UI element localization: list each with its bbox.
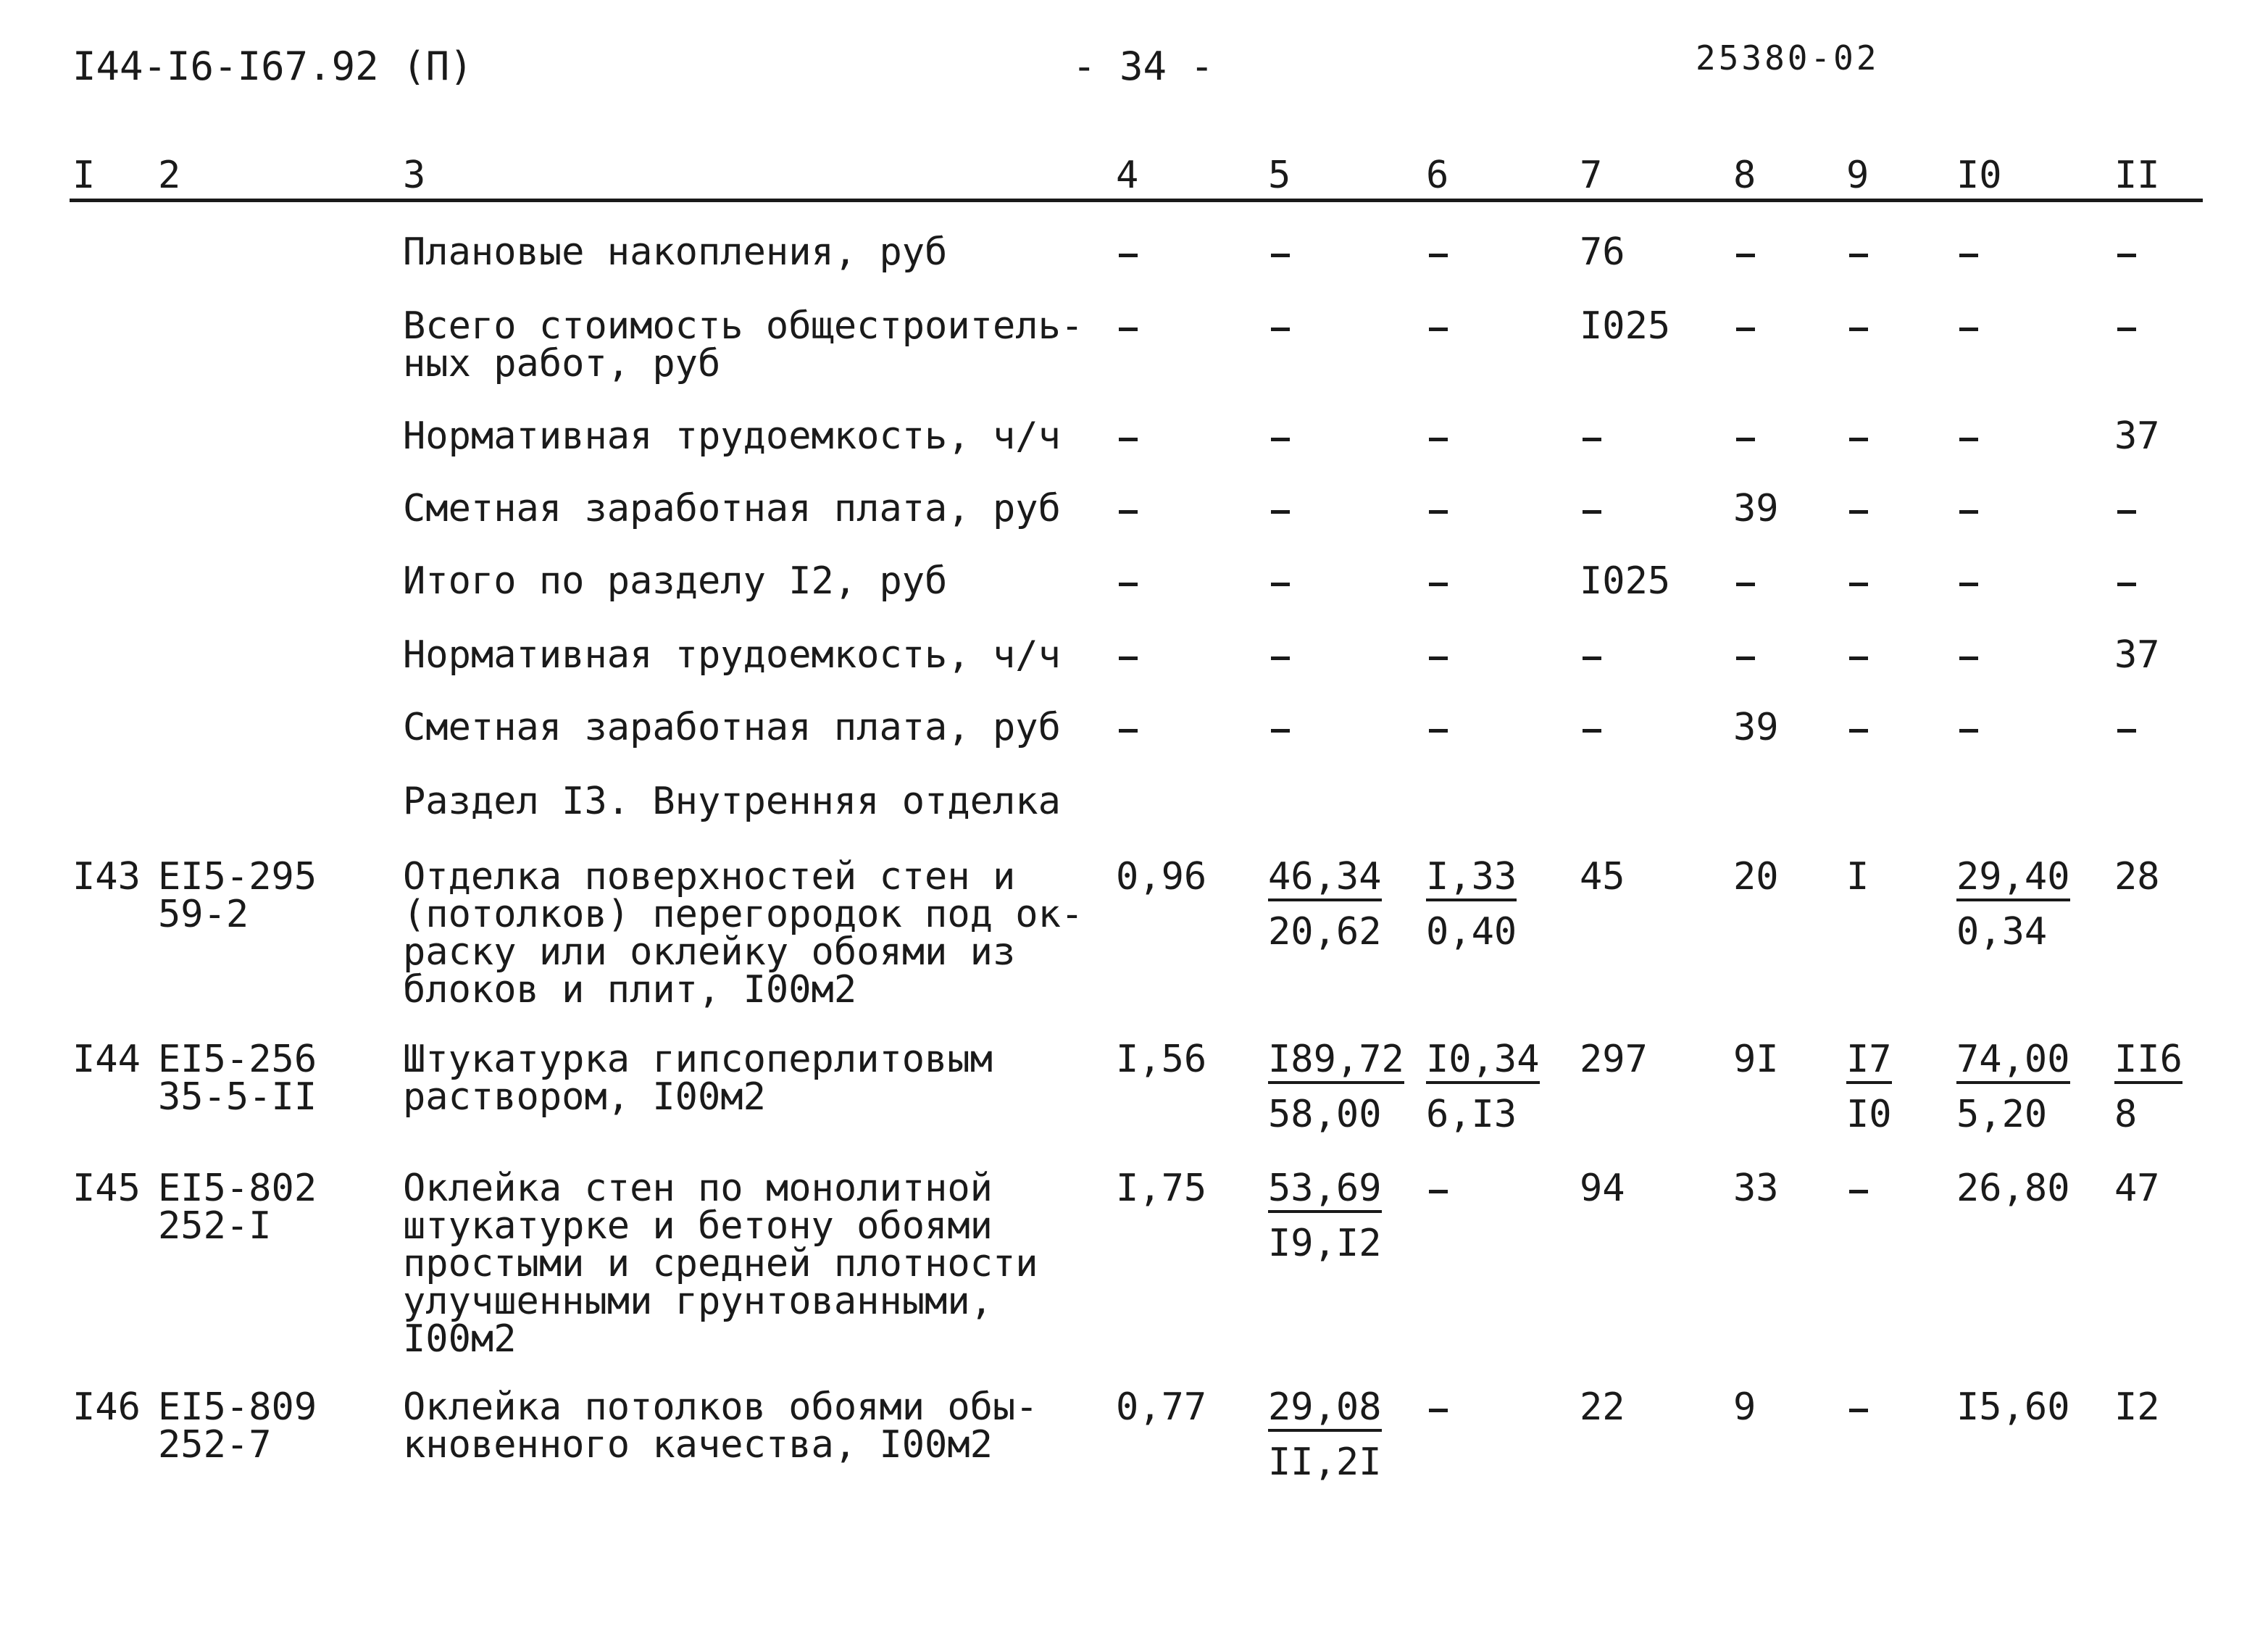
summary-row-c11: 37 [2114,633,2160,677]
summary-row-c6-dash [1429,656,1448,660]
page-number: - 34 - [1072,43,1214,89]
summary-row-c11-dash [2117,510,2136,514]
summary-row-c8-dash [1736,583,1755,586]
column-header-1: I [72,154,96,197]
column-header-3: 3 [403,154,426,197]
column-header-10: I0 [1956,154,2002,197]
summary-row-c4-dash [1119,328,1138,331]
item-c10_top: 26,80 [1956,1167,2070,1210]
summary-row-c6-dash [1429,254,1448,257]
item-description: Оклейка потолков обоями обы- кновенного качества, I00м2 [403,1385,1038,1467]
summary-row-c4-dash [1119,254,1138,257]
summary-row-label: Плановые накопления, руб [403,230,948,274]
item-code: EI5-809 252-7 [158,1385,317,1467]
summary-row-c8-dash [1736,438,1755,441]
summary-row-c10-dash [1959,583,1978,586]
item-c5_top: 46,34 [1268,858,1382,901]
summary-row-c7: 76 [1580,230,1625,274]
summary-row-c10-dash [1959,656,1978,660]
item-number: I46 [72,1385,141,1429]
item-code: EI5-295 59-2 [158,855,317,936]
item-c6_top: I,33 [1426,858,1517,901]
item-c9_top-dash [1849,1409,1868,1412]
item-c9_top: I [1846,855,1869,899]
summary-row-c6-dash [1429,328,1448,331]
item-c5_top: 29,08 [1268,1388,1382,1432]
summary-row-c6-dash [1429,729,1448,733]
item-c9_top-dash [1849,1190,1868,1193]
column-header-6: 6 [1426,154,1449,197]
summary-row-c9-dash [1849,438,1868,441]
item-c11_top: 47 [2114,1167,2160,1210]
column-header-9: 9 [1846,154,1869,197]
summary-row-c5-dash [1271,510,1290,514]
item-c11_top: II6 [2114,1041,2182,1084]
summary-row-c5-dash [1271,254,1290,257]
item-c11_top: I2 [2114,1385,2160,1429]
item-c9_bottom: I0 [1846,1093,1892,1136]
item-c8: 9I [1733,1038,1779,1081]
summary-row-c11: 37 [2114,414,2160,458]
document-code: 25380-02 [1696,38,1880,78]
item-c6_top-dash [1429,1190,1448,1193]
summary-row-c10-dash [1959,254,1978,257]
item-c5_top: 53,69 [1268,1170,1382,1213]
item-c7: 297 [1580,1038,1648,1081]
item-c8: 9 [1733,1385,1756,1429]
item-c10_top: I5,60 [1956,1385,2070,1429]
summary-row-c4-dash [1119,656,1138,660]
summary-row-c9-dash [1849,254,1868,257]
summary-row-c5-dash [1271,656,1290,660]
item-c5_bottom: 58,00 [1268,1093,1382,1136]
summary-row-c8-dash [1736,656,1755,660]
summary-row-c5-dash [1271,438,1290,441]
summary-row-c9-dash [1849,583,1868,586]
summary-row-c9-dash [1849,328,1868,331]
summary-row-c8-dash [1736,328,1755,331]
item-c10_bottom: 0,34 [1956,910,2048,954]
header-rule [70,199,2203,202]
item-c4: I,56 [1116,1038,1207,1081]
item-c4: I,75 [1116,1167,1207,1210]
summary-row-c6-dash [1429,510,1448,514]
column-header-4: 4 [1116,154,1139,197]
summary-row-c8-dash [1736,254,1755,257]
summary-row-c5-dash [1271,583,1290,586]
summary-row-c10-dash [1959,328,1978,331]
summary-row-c9-dash [1849,729,1868,733]
item-c7: 22 [1580,1385,1625,1429]
section-title: Раздел I3. Внутренняя отделка [403,780,1061,823]
item-c8: 20 [1733,855,1779,899]
item-code: EI5-256 35-5-II [158,1038,317,1119]
summary-row-c4-dash [1119,510,1138,514]
summary-row-c6-dash [1429,583,1448,586]
item-description: Отделка поверхностей стен и (потолков) перегородок под ок- раску или оклейку обоями из блоков и плит, I00м2 [403,855,1084,1012]
column-header-11: II [2114,154,2160,197]
item-c8: 33 [1733,1167,1779,1210]
item-c9_top: I7 [1846,1041,1892,1084]
item-c10_bottom: 5,20 [1956,1093,2048,1136]
summary-row-c11-dash [2117,328,2136,331]
item-c6_bottom: 0,40 [1426,910,1517,954]
item-c4: 0,96 [1116,855,1207,899]
column-header-5: 5 [1268,154,1291,197]
summary-row-label: Нормативная трудоемкость, ч/ч [403,633,1061,677]
summary-row-c6-dash [1429,438,1448,441]
summary-row-label: Сметная заработная плата, руб [403,706,1061,749]
item-c4: 0,77 [1116,1385,1207,1429]
summary-row-c8: 39 [1733,487,1779,530]
document-number: I44-I6-I67.92 (П) [72,43,473,89]
item-code: EI5-802 252-I [158,1167,317,1248]
summary-row-label: Всего стоимость общестроитель- ных работ, руб [403,304,1084,385]
summary-row-label: Нормативная трудоемкость, ч/ч [403,414,1061,458]
summary-row-c5-dash [1271,328,1290,331]
summary-row-c4-dash [1119,583,1138,586]
item-number: I45 [72,1167,141,1210]
summary-row-c7-dash [1583,656,1601,660]
summary-row-c9-dash [1849,510,1868,514]
summary-row-c8: 39 [1733,706,1779,749]
item-c7: 45 [1580,855,1625,899]
item-description: Штукатурка гипсоперлитовым раствором, I00м2 [403,1038,993,1119]
item-c5_bottom: 20,62 [1268,910,1382,954]
item-c10_top: 29,40 [1956,858,2070,901]
item-c5_bottom: II,2I [1268,1441,1382,1484]
summary-row-c7-dash [1583,510,1601,514]
summary-row-c11-dash [2117,254,2136,257]
summary-row-c7: I025 [1580,304,1671,348]
item-c5_top: I89,72 [1268,1041,1404,1084]
item-c5_bottom: I9,I2 [1268,1222,1382,1265]
column-header-7: 7 [1580,154,1603,197]
item-c6_top: I0,34 [1426,1041,1540,1084]
item-c11_bottom: 8 [2114,1093,2138,1136]
item-number: I44 [72,1038,141,1081]
summary-row-label: Итого по разделу I2, руб [403,559,948,603]
summary-row-c11-dash [2117,729,2136,733]
item-number: I43 [72,855,141,899]
summary-row-c7-dash [1583,438,1601,441]
summary-row-c10-dash [1959,438,1978,441]
item-description: Оклейка стен по монолитной штукатурке и бетону обоями простыми и средней плотности улучшенными грунтованными, I00м2 [403,1167,1038,1361]
item-c10_top: 74,00 [1956,1041,2070,1084]
summary-row-c4-dash [1119,438,1138,441]
summary-row-c11-dash [2117,583,2136,586]
item-c6_bottom: 6,I3 [1426,1093,1517,1136]
item-c6_top-dash [1429,1409,1448,1412]
column-header-2: 2 [158,154,181,197]
summary-row-c7-dash [1583,729,1601,733]
summary-row-c5-dash [1271,729,1290,733]
summary-row-c9-dash [1849,656,1868,660]
summary-row-c10-dash [1959,729,1978,733]
summary-row-c10-dash [1959,510,1978,514]
summary-row-c7: I025 [1580,559,1671,603]
summary-row-c4-dash [1119,729,1138,733]
summary-row-label: Сметная заработная плата, руб [403,487,1061,530]
column-header-8: 8 [1733,154,1756,197]
item-c7: 94 [1580,1167,1625,1210]
item-c11_top: 28 [2114,855,2160,899]
